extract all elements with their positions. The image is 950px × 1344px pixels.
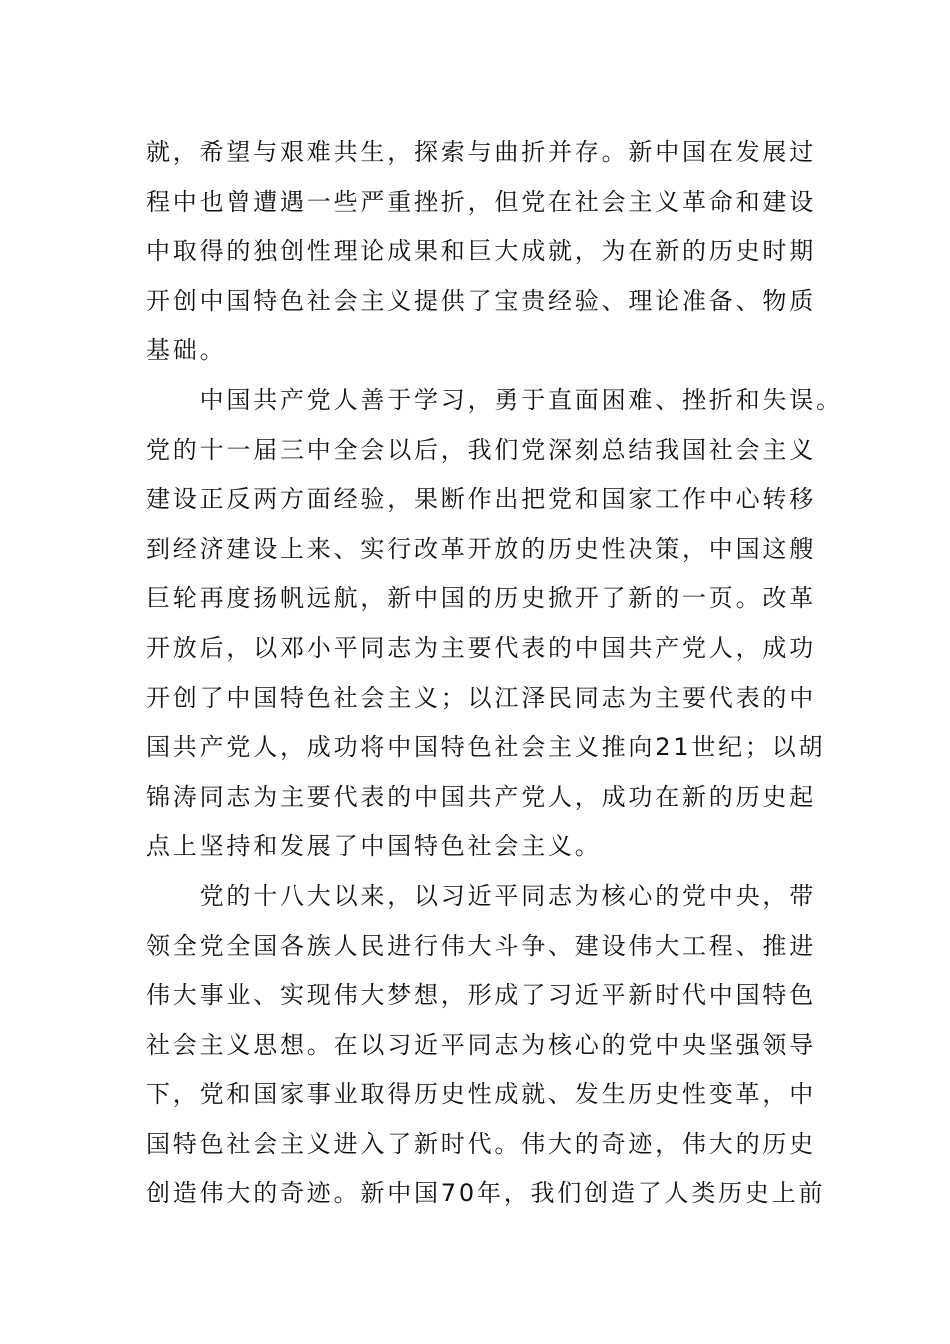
body-text (146, 128, 843, 1219)
text-line: 锦涛同志为主要代表的中国共产党人，成功在新的历史起 (146, 782, 816, 811)
text-line: 开创了中国特色社会主义；以江泽民同志为主要代表的中 (146, 683, 816, 712)
text-line: 程中也曾遭遇一些严重挫折，但党在社会主义革命和建设 (146, 187, 816, 216)
text-line: 领全党全国各族人民进行伟大斗争、建设伟大工程、推进 (146, 931, 816, 960)
text-line: 下，党和国家事业取得历史性成就、发生历史性变革，中 (146, 1080, 816, 1109)
text-line: 中取得的独创性理论成果和巨大成就，为在新的历史时期 (146, 237, 816, 266)
text-line: 开创中国特色社会主义提供了宝贵经验、理论准备、物质 (146, 286, 816, 315)
text-line: 开放后，以邓小平同志为主要代表的中国共产党人，成功 (146, 633, 816, 662)
text-line: 巨轮再度扬帆远航，新中国的历史掀开了新的一页。改革 (146, 584, 816, 613)
text-line: 党的十八大以来，以习近平同志为核心的党中央，带 (146, 881, 816, 910)
text-line: 党的十一届三中全会以后，我们党深刻总结我国社会主义 (146, 435, 816, 464)
text-line: 社会主义思想。在以习近平同志为核心的党中央坚强领导 (146, 1030, 816, 1059)
text-line: 建设正反两方面经验，果断作出把党和国家工作中心转移 (146, 485, 816, 514)
text-line: 伟大事业、实现伟大梦想，形成了习近平新时代中国特色 (146, 981, 816, 1010)
text-line: 中国共产党人善于学习，勇于直面困难、挫折和失误。 (146, 385, 843, 414)
text-line: 点上坚持和发展了中国特色社会主义。 (146, 832, 602, 861)
text-line: 基础。 (146, 336, 227, 365)
text-line: 创造伟大的奇迹。新中国70年，我们创造了人类历史上前 (146, 1179, 826, 1208)
text-line: 国共产党人，成功将中国特色社会主义推向21世纪；以胡 (146, 733, 826, 762)
text-line: 到经济建设上来、实行改革开放的历史性决策，中国这艘 (146, 534, 816, 563)
text-line: 就，希望与艰难共生，探索与曲折并存。新中国在发展过 (146, 138, 816, 166)
text-line: 国特色社会主义进入了新时代。伟大的奇迹，伟大的历史 (146, 1129, 816, 1158)
